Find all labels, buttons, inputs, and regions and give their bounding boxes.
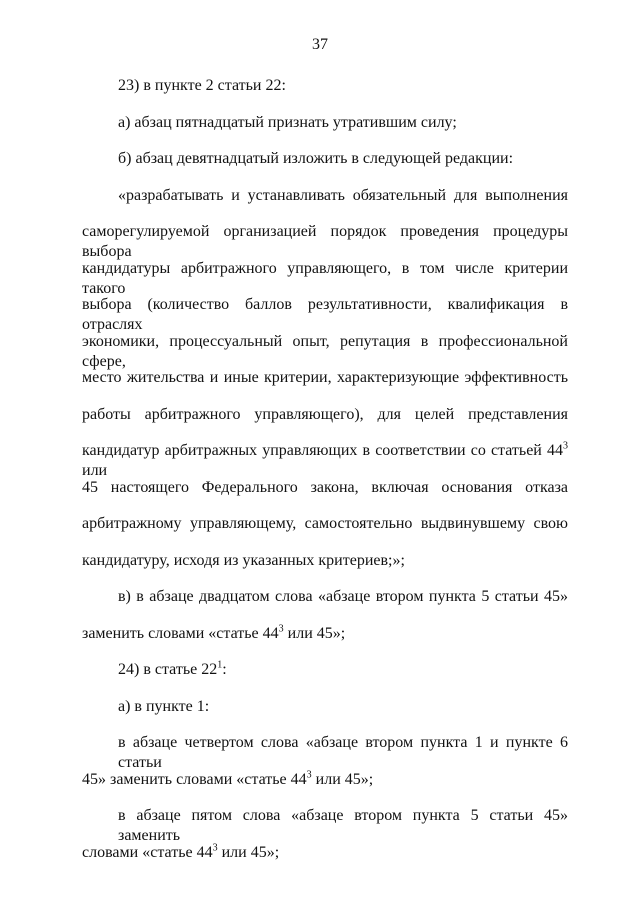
paragraph-line: в) в абзаце двадцатом слова «абзаце втором пункта 5 статьи 45» (118, 588, 568, 605)
paragraph-line: экономики, процессуальный опыт, репутация в профессиональной сфере, (82, 333, 568, 370)
line-text: заменить словами «статье 44 (82, 625, 279, 642)
paragraph-line: саморегулируемой организацией порядок проведения процедуры выбора (82, 223, 568, 260)
paragraph-line (82, 843, 568, 863)
line-text: : (222, 661, 227, 678)
page-number: 37 (312, 36, 328, 53)
superscript: 1 (217, 659, 223, 671)
line-text: или 45»; (283, 625, 346, 642)
paragraph-line: «разрабатывать и устанавливать обязательный для выполнения (118, 187, 568, 204)
paragraph-line: в абзаце четвертом слова «абзаце втором пункта 1 и пункте 6 статьи (118, 734, 568, 771)
paragraph-line: работы арбитражного управляющего), для целей представления (82, 406, 568, 423)
paragraph-line: место жительства и иные критерии, характеризующие эффективность (82, 369, 568, 386)
paragraph-line (82, 441, 568, 481)
superscript: 3 (306, 769, 312, 781)
line-text: кандидатур арбитражных управляющих в соответствии со статьей 44 (82, 442, 563, 459)
paragraph-line: кандидатуру, исходя из указанных критериев;»; (82, 552, 405, 569)
paragraph-line: б) абзац девятнадцатый изложить в следующей редакции: (118, 150, 514, 167)
line-text: или (82, 462, 108, 479)
paragraph-line (82, 624, 568, 644)
paragraph-line: а) в пункте 1: (118, 698, 210, 715)
paragraph-line: а) абзац пятнадцатый признать утратившим силу; (118, 114, 457, 131)
line-text: 24) в статье 22 (118, 661, 218, 678)
line-text: или 45»; (311, 771, 374, 788)
superscript: 3 (278, 623, 284, 635)
paragraph-line: 45 настоящего Федерального закона, включая основания отказа (82, 479, 568, 496)
paragraph-line: в абзаце пятом слова «абзаце втором пункта 5 статьи 45» заменить (118, 807, 568, 844)
superscript: 3 (212, 842, 218, 854)
paragraph-line: арбитражному управляющему, самостоятельно выдвинувшему свою (82, 515, 568, 532)
line-text: словами «статье 44 (82, 844, 213, 861)
paragraph-line (82, 770, 568, 790)
paragraph-line (118, 660, 568, 680)
paragraph-line: 23) в пункте 2 статьи 22: (118, 77, 286, 94)
line-text: 45» заменить словами «статье 44 (82, 771, 307, 788)
line-text: или 45»; (217, 844, 280, 861)
paragraph-line: выбора (количество баллов результативности, квалификация в отраслях (82, 296, 568, 333)
superscript: 3 (563, 440, 568, 452)
paragraph-line: кандидатуры арбитражного управляющего, в том числе критерии такого (82, 260, 568, 297)
